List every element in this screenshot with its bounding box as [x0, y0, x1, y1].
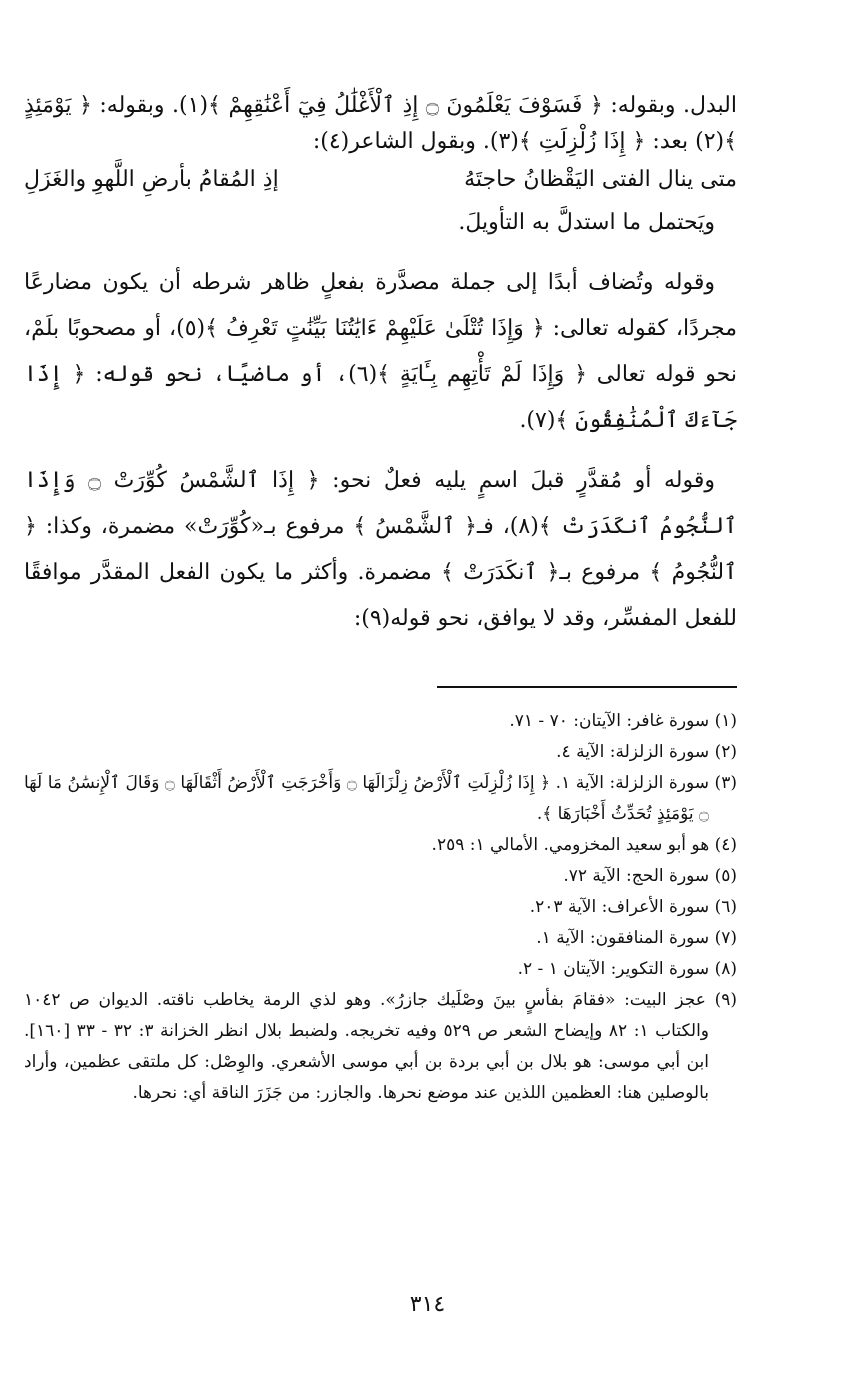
footnote-1: (١) سورة غافر: الآيتان: ٧٠ - ٧١.: [509, 711, 737, 731]
footnote-3: (٣) سورة الزلزلة: الآية ١. ﴿ إِذَا زُلْزِلَتِ ٱلْأَرْضُ زِلْزَالَهَا ۝ وَأَخْرَجَتِ ٱلْأَرْضُ أَثْقَالَهَا ۝ وَقَالَ ٱلْإِنسَٰنُ مَا لَهَا ۝ يَوْمَئِذٍ تُحَدِّثُ أَخْبَارَهَا ﴾.: [24, 773, 737, 824]
footnote-2: (٢) سورة الزلزلة: الآية ٤.: [556, 742, 737, 762]
footnote-separator: [437, 686, 737, 688]
footnote-9: (٩) عجز البيت: «فقامَ بفأسٍ بينَ وصْلَيك جازرُ». وهو لذي الرمة يخاطب ناقته. الديوان ص ١٠٤٢ والكتاب ١: ٨٢ وإيضاح الشعر ص ٥٢٩ وفيه تخريجه. ولضبط بلال انظر الخزانة ٣: ٣٢ - ٣٣ [١٦٠]. ابن أبي موسى: هو بلال بن أبي بردة بن أبي موسى الأشعري. والوِصْل: كل ملتقى عظمين، وأراد بالوصلين هنا: العظمين اللذين عند موضع نحرها. والجازر: من جَزَرَ الناقة أي: نحرها.: [24, 990, 737, 1103]
footnote-5: (٥) سورة الحج: الآية ٧٢.: [563, 866, 737, 886]
verse-second-hemistich: إذِ المُقامُ بأرضِ اللَّهوِ والغَزَلِ: [24, 167, 279, 192]
footnote-6: (٦) سورة الأعراف: الآية ٢٠٣.: [529, 897, 737, 917]
verse-first-hemistich: متى ينال الفتى اليَقْظانُ حاجتَهُ: [464, 167, 737, 192]
footnote-8: (٨) سورة التكوير: الآيتان ١ - ٢.: [517, 959, 737, 979]
paragraph-verb-clause: وقوله وتُضاف أبدًا إلى جملة مصدَّرة بفعلٍ ظاهر شرطه أن يكون مضارعًا مجردًا، كقوله تعالى: ﴿ وَإِذَا تُتْلَىٰ عَلَيْهِمْ ءَايَٰتُنَا بَيِّنَٰتٍ تَعْرِفُ ﴾(٥)، أو مصحوبًا بلَمْ، نحو قوله تعالى ﴿ وَإِذَا لَمْ تَأْتِهِم بِـَٔايَةٍ ﴾(٦)، أو ماضيًا، نحو قوله: ﴿ إِذَا جَآءَكَ ٱلْمُنَٰفِقُونَ ﴾(٧).: [24, 270, 737, 433]
page-number: ٣١٤: [409, 1292, 446, 1317]
poetry-verse: [24, 160, 737, 200]
footnotes: [24, 706, 737, 1109]
paragraph-intro: البدل. وبقوله: ﴿ فَسَوْفَ يَعْلَمُونَ ۝ إِذِ ٱلْأَغْلَٰلُ فِيٓ أَعْنَٰقِهِمْ ﴾(١). وبقوله: ﴿ يَوْمَئِذٍ ﴾(٢) بعد: ﴿ إِذَا زُلْزِلَتِ ﴾(٣). وبقول الشاعر(٤):: [24, 93, 737, 154]
footnote-4: (٤) هو أبو سعيد المخزومي. الأمالي ١: ٢٥٩.: [431, 835, 737, 855]
main-text: [24, 88, 737, 642]
paragraph-interpretation: ويَحتمل ما استدلَّ به التأويلَ.: [458, 210, 715, 235]
paragraph-implied-verb: وقوله أو مُقدَّرٍ قبلَ اسمٍ يليه فعلٌ نحو: ﴿ إِذَا ٱلشَّمْسُ كُوِّرَتْ ۝ وَإِذَا ٱلنُّجُومُ ٱنكَدَرَتْ ﴾(٨)، فـ﴿ ٱلشَّمْسُ ﴾ مرفوع بـ«كُوِّرَتْ» مضمرة، وكذا: ﴿ ٱلنُّجُومُ ﴾ مرفوع بـ﴿ ٱنكَدَرَتْ ﴾ مضمرة. وأكثر ما يكون الفعل المقدَّر موافقًا للفعل المفسِّر، وقد لا يوافق، نحو قوله(٩):: [24, 468, 737, 631]
footnote-7: (٧) سورة المنافقون: الآية ١.: [536, 928, 737, 948]
